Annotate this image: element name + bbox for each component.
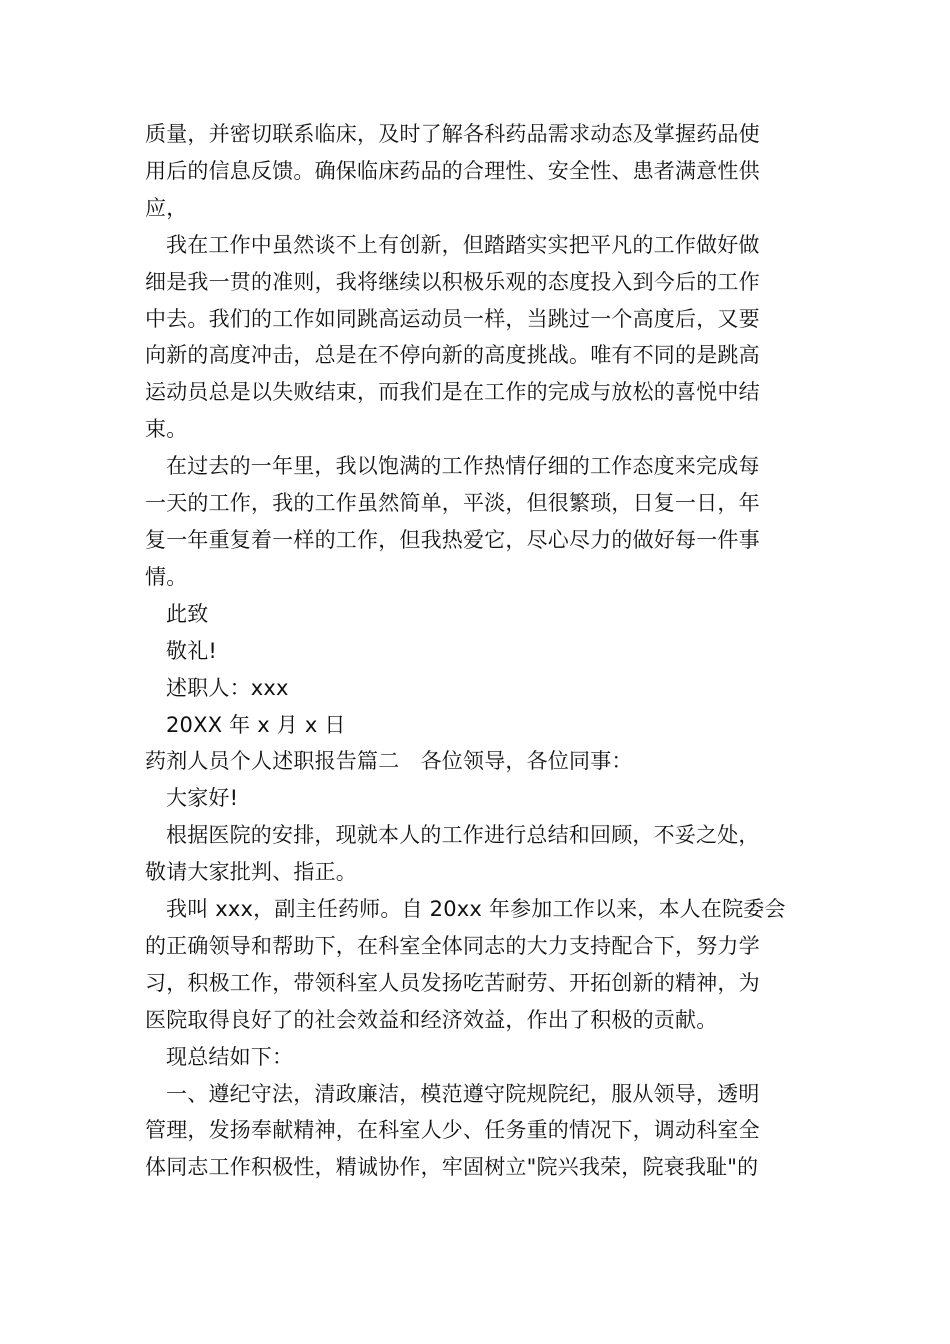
text-line: 医院取得良好了的社会效益和经济效益，作出了积极的贡献。 [145, 1007, 718, 1032]
text-line: 习，积极工作，带领科室人员发扬吃苦耐劳、开拓创新的精神，为 [145, 970, 760, 995]
text-line: 中去。我们的工作如同跳高运动员一样，当跳过一个高度后，又要 [145, 306, 760, 331]
text-line: 一天的工作，我的工作虽然简单，平淡，但很繁琐，日复一日，年 [145, 491, 760, 516]
text-line: 束。 [145, 417, 188, 442]
closing-regards: 敬礼! [166, 638, 218, 663]
text-line: 的正确领导和帮助下，在科室全体同志的大力支持配合下，努力学 [145, 933, 760, 958]
greeting-line: 大家好! [166, 786, 239, 811]
text-line: 用后的信息反馈。确保临床药品的合理性、安全性、患者满意性供 [145, 158, 760, 183]
text-line: 一、遵纪守法，清政廉洁，模范遵守院规院纪，服从领导，透明 [166, 1081, 760, 1106]
text-line: 复一年重复着一样的工作，但我热爱它，尽心尽力的做好每一件事 [145, 527, 760, 552]
text-line: 在过去的一年里，我以饱满的工作热情仔细的工作态度来完成每 [166, 454, 760, 479]
text-line: 应， [145, 195, 188, 220]
text-line: 现总结如下： [166, 1044, 294, 1069]
author-line: 述职人：xxx [166, 675, 289, 700]
closing-salutation: 此致 [166, 601, 209, 626]
section-heading: 药剂人员个人述职报告篇二 各位领导，各位同事： [145, 749, 633, 774]
text-line: 运动员总是以失败结束，而我们是在工作的完成与放松的喜悦中结 [145, 380, 760, 405]
text-line: 管理，发扬奉献精神，在科室人少、任务重的情况下，调动科室全 [145, 1118, 760, 1143]
document-body [145, 116, 805, 1186]
text-line: 向新的高度冲击，总是在不停向新的高度挑战。唯有不同的是跳高 [145, 343, 760, 368]
text-line: 敬请大家批判、指正。 [145, 860, 357, 885]
text-line: 细是我一贯的准则，我将继续以积极乐观的态度投入到今后的工作 [145, 269, 760, 294]
text-line: 质量，并密切联系临床，及时了解各科药品需求动态及掌握药品使 [145, 122, 760, 146]
date-line: 20XX 年 x 月 x 日 [166, 712, 346, 737]
text-line: 我在工作中虽然谈不上有创新，但踏踏实实把平凡的工作做好做 [166, 232, 760, 257]
text-line: 情。 [145, 564, 188, 589]
text-line: 我叫 xxx，副主任药师。自 20xx 年参加工作以来，本人在院委会 [166, 897, 786, 922]
text-line: 体同志工作积极性，精诚协作，牢固树立"院兴我荣，院衰我耻"的 [145, 1155, 759, 1180]
text-line: 根据医院的安排，现就本人的工作进行总结和回顾，不妥之处， [166, 823, 760, 848]
